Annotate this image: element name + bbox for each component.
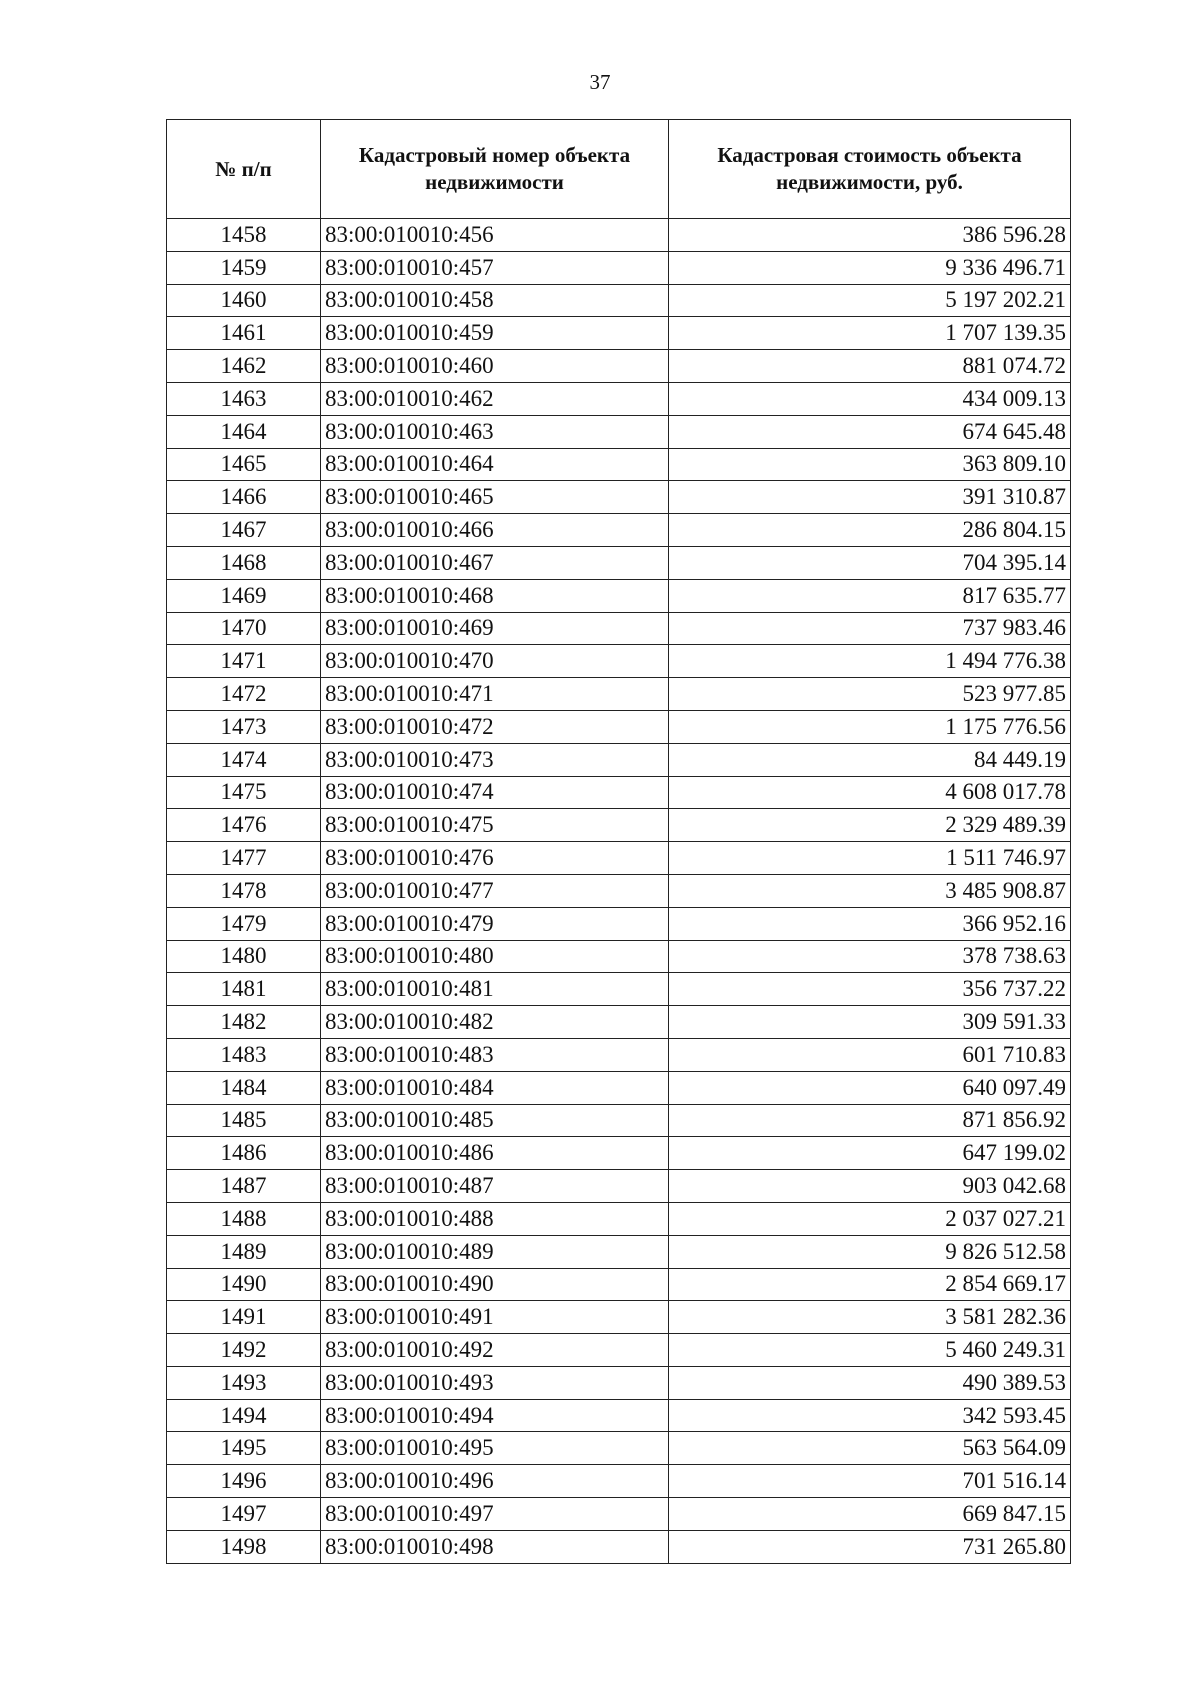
table-row [167, 1137, 1071, 1170]
table-row [167, 973, 1071, 1006]
table-row [167, 1235, 1071, 1268]
cadastral-value-cell: 366 952.16 [669, 907, 1071, 940]
row-number-cell: 1497 [167, 1498, 321, 1531]
cadastral-value-cell: 3 581 282.36 [669, 1301, 1071, 1334]
cadastral-value-cell: 817 635.77 [669, 579, 1071, 612]
table-row [167, 448, 1071, 481]
table-row [167, 1498, 1071, 1531]
cadastral-value-cell: 674 645.48 [669, 415, 1071, 448]
cadastral-value-cell: 1 707 139.35 [669, 317, 1071, 350]
table-row [167, 1366, 1071, 1399]
cadastral-value-cell: 881 074.72 [669, 350, 1071, 383]
cadastral-number-cell: 83:00:010010:488 [321, 1202, 669, 1235]
cadastral-value-cell: 704 395.14 [669, 546, 1071, 579]
row-number-cell: 1494 [167, 1399, 321, 1432]
cadastral-value-cell: 9 336 496.71 [669, 251, 1071, 284]
cadastral-value-cell: 342 593.45 [669, 1399, 1071, 1432]
row-number-cell: 1482 [167, 1006, 321, 1039]
row-number-cell: 1470 [167, 612, 321, 645]
table-row [167, 678, 1071, 711]
cadastral-value-cell: 2 037 027.21 [669, 1202, 1071, 1235]
row-number-cell: 1472 [167, 678, 321, 711]
table-row [167, 1465, 1071, 1498]
cadastral-number-cell: 83:00:010010:470 [321, 645, 669, 678]
table-row [167, 1530, 1071, 1563]
table-row [167, 579, 1071, 612]
row-number-cell: 1476 [167, 809, 321, 842]
row-number-cell: 1460 [167, 284, 321, 317]
header-cadastral-value: Кадастровая стоимость объекта недвижимости, руб. [669, 120, 1071, 219]
table-row [167, 645, 1071, 678]
cadastral-number-cell: 83:00:010010:498 [321, 1530, 669, 1563]
row-number-cell: 1468 [167, 546, 321, 579]
table-row [167, 776, 1071, 809]
cadastral-number-cell: 83:00:010010:489 [321, 1235, 669, 1268]
table-row [167, 809, 1071, 842]
cadastral-value-cell: 286 804.15 [669, 514, 1071, 547]
cadastral-number-cell: 83:00:010010:490 [321, 1268, 669, 1301]
row-number-cell: 1471 [167, 645, 321, 678]
table-row [167, 546, 1071, 579]
cadastral-number-cell: 83:00:010010:474 [321, 776, 669, 809]
cadastral-number-cell: 83:00:010010:473 [321, 743, 669, 776]
cadastral-number-cell: 83:00:010010:480 [321, 940, 669, 973]
cadastral-number-cell: 83:00:010010:482 [321, 1006, 669, 1039]
table-row [167, 1268, 1071, 1301]
table-row [167, 1104, 1071, 1137]
cadastral-number-cell: 83:00:010010:456 [321, 219, 669, 252]
cadastral-value-cell: 490 389.53 [669, 1366, 1071, 1399]
cadastral-number-cell: 83:00:010010:457 [321, 251, 669, 284]
header-row [167, 120, 1071, 219]
cadastral-number-cell: 83:00:010010:492 [321, 1334, 669, 1367]
row-number-cell: 1459 [167, 251, 321, 284]
row-number-cell: 1461 [167, 317, 321, 350]
row-number-cell: 1469 [167, 579, 321, 612]
table-body [167, 219, 1071, 1564]
table-row [167, 514, 1071, 547]
row-number-cell: 1488 [167, 1202, 321, 1235]
row-number-cell: 1491 [167, 1301, 321, 1334]
cadastral-value-cell: 701 516.14 [669, 1465, 1071, 1498]
table-row [167, 415, 1071, 448]
row-number-cell: 1492 [167, 1334, 321, 1367]
cadastral-value-cell: 903 042.68 [669, 1170, 1071, 1203]
cadastral-number-cell: 83:00:010010:486 [321, 1137, 669, 1170]
cadastral-number-cell: 83:00:010010:472 [321, 710, 669, 743]
row-number-cell: 1489 [167, 1235, 321, 1268]
cadastral-value-cell: 731 265.80 [669, 1530, 1071, 1563]
row-number-cell: 1465 [167, 448, 321, 481]
row-number-cell: 1462 [167, 350, 321, 383]
row-number-cell: 1487 [167, 1170, 321, 1203]
table-row [167, 219, 1071, 252]
cadastral-number-cell: 83:00:010010:493 [321, 1366, 669, 1399]
cadastral-number-cell: 83:00:010010:464 [321, 448, 669, 481]
cadastral-value-cell: 647 199.02 [669, 1137, 1071, 1170]
row-number-cell: 1498 [167, 1530, 321, 1563]
table-row [167, 251, 1071, 284]
cadastral-number-cell: 83:00:010010:476 [321, 842, 669, 875]
cadastral-number-cell: 83:00:010010:463 [321, 415, 669, 448]
table-row [167, 1170, 1071, 1203]
cadastral-value-cell: 1 175 776.56 [669, 710, 1071, 743]
row-number-cell: 1484 [167, 1071, 321, 1104]
cadastral-number-cell: 83:00:010010:466 [321, 514, 669, 547]
row-number-cell: 1493 [167, 1366, 321, 1399]
cadastral-number-cell: 83:00:010010:459 [321, 317, 669, 350]
cadastral-value-cell: 737 983.46 [669, 612, 1071, 645]
cadastral-number-cell: 83:00:010010:471 [321, 678, 669, 711]
table-row [167, 284, 1071, 317]
cadastral-number-cell: 83:00:010010:458 [321, 284, 669, 317]
cadastral-number-cell: 83:00:010010:497 [321, 1498, 669, 1531]
cadastral-number-cell: 83:00:010010:479 [321, 907, 669, 940]
cadastral-number-cell: 83:00:010010:477 [321, 874, 669, 907]
row-number-cell: 1496 [167, 1465, 321, 1498]
row-number-cell: 1464 [167, 415, 321, 448]
cadastral-value-cell: 309 591.33 [669, 1006, 1071, 1039]
row-number-cell: 1490 [167, 1268, 321, 1301]
cadastral-value-cell: 9 826 512.58 [669, 1235, 1071, 1268]
cadastral-value-cell: 356 737.22 [669, 973, 1071, 1006]
table-row [167, 1399, 1071, 1432]
row-number-cell: 1474 [167, 743, 321, 776]
cadastral-number-cell: 83:00:010010:481 [321, 973, 669, 1006]
cadastral-value-cell: 1 494 776.38 [669, 645, 1071, 678]
table-row [167, 743, 1071, 776]
row-number-cell: 1477 [167, 842, 321, 875]
header-row-number: № п/п [167, 120, 321, 219]
cadastral-value-cell: 563 564.09 [669, 1432, 1071, 1465]
cadastral-number-cell: 83:00:010010:475 [321, 809, 669, 842]
cadastral-value-cell: 386 596.28 [669, 219, 1071, 252]
table-row [167, 350, 1071, 383]
row-number-cell: 1483 [167, 1038, 321, 1071]
table-row [167, 317, 1071, 350]
cadastral-number-cell: 83:00:010010:484 [321, 1071, 669, 1104]
table-row [167, 1202, 1071, 1235]
table-row [167, 612, 1071, 645]
cadastral-value-cell: 391 310.87 [669, 481, 1071, 514]
cadastral-value-cell: 871 856.92 [669, 1104, 1071, 1137]
cadastral-value-table [166, 119, 1071, 1564]
cadastral-number-cell: 83:00:010010:496 [321, 1465, 669, 1498]
row-number-cell: 1485 [167, 1104, 321, 1137]
cadastral-number-cell: 83:00:010010:465 [321, 481, 669, 514]
table-row [167, 1038, 1071, 1071]
cadastral-number-cell: 83:00:010010:483 [321, 1038, 669, 1071]
cadastral-value-cell: 434 009.13 [669, 382, 1071, 415]
table-row [167, 940, 1071, 973]
table-row [167, 1432, 1071, 1465]
page-number: 37 [589, 70, 611, 94]
cadastral-number-cell: 83:00:010010:467 [321, 546, 669, 579]
row-number-cell: 1463 [167, 382, 321, 415]
cadastral-value-cell: 378 738.63 [669, 940, 1071, 973]
cadastral-value-cell: 640 097.49 [669, 1071, 1071, 1104]
cadastral-value-cell: 2 854 669.17 [669, 1268, 1071, 1301]
cadastral-value-cell: 84 449.19 [669, 743, 1071, 776]
header-cadastral-number: Кадастровый номер объекта недвижимости [321, 120, 669, 219]
row-number-cell: 1458 [167, 219, 321, 252]
cadastral-number-cell: 83:00:010010:494 [321, 1399, 669, 1432]
cadastral-number-cell: 83:00:010010:469 [321, 612, 669, 645]
cadastral-number-cell: 83:00:010010:487 [321, 1170, 669, 1203]
cadastral-number-cell: 83:00:010010:485 [321, 1104, 669, 1137]
row-number-cell: 1478 [167, 874, 321, 907]
table-row [167, 1071, 1071, 1104]
cadastral-number-cell: 83:00:010010:462 [321, 382, 669, 415]
cadastral-value-cell: 5 460 249.31 [669, 1334, 1071, 1367]
cadastral-number-cell: 83:00:010010:495 [321, 1432, 669, 1465]
table-row [167, 907, 1071, 940]
row-number-cell: 1486 [167, 1137, 321, 1170]
table-row [167, 481, 1071, 514]
cadastral-value-cell: 3 485 908.87 [669, 874, 1071, 907]
cadastral-value-cell: 363 809.10 [669, 448, 1071, 481]
cadastral-value-cell: 1 511 746.97 [669, 842, 1071, 875]
table-row [167, 382, 1071, 415]
cadastral-number-cell: 83:00:010010:491 [321, 1301, 669, 1334]
row-number-cell: 1475 [167, 776, 321, 809]
table-row [167, 1301, 1071, 1334]
row-number-cell: 1467 [167, 514, 321, 547]
table-row [167, 1006, 1071, 1039]
table-row [167, 1334, 1071, 1367]
table-row [167, 874, 1071, 907]
row-number-cell: 1481 [167, 973, 321, 1006]
cadastral-value-cell: 601 710.83 [669, 1038, 1071, 1071]
table-row [167, 842, 1071, 875]
cadastral-value-cell: 523 977.85 [669, 678, 1071, 711]
table-header [167, 120, 1071, 219]
table-row [167, 710, 1071, 743]
row-number-cell: 1480 [167, 940, 321, 973]
row-number-cell: 1473 [167, 710, 321, 743]
row-number-cell: 1495 [167, 1432, 321, 1465]
cadastral-value-cell: 2 329 489.39 [669, 809, 1071, 842]
cadastral-value-cell: 4 608 017.78 [669, 776, 1071, 809]
cadastral-number-cell: 83:00:010010:460 [321, 350, 669, 383]
row-number-cell: 1479 [167, 907, 321, 940]
cadastral-number-cell: 83:00:010010:468 [321, 579, 669, 612]
cadastral-value-cell: 5 197 202.21 [669, 284, 1071, 317]
cadastral-value-cell: 669 847.15 [669, 1498, 1071, 1531]
row-number-cell: 1466 [167, 481, 321, 514]
